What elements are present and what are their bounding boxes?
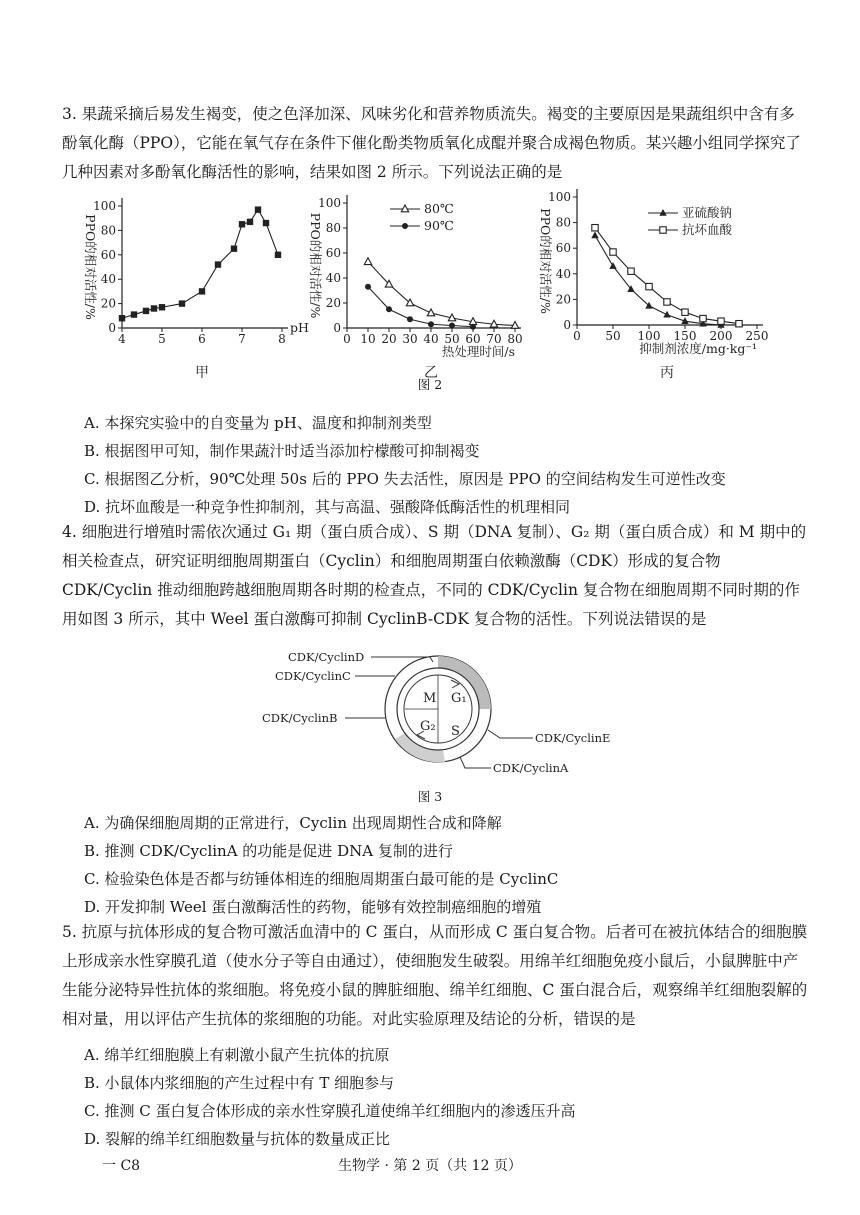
x-tick-label: 5 [158, 332, 166, 346]
q3-option-c[interactable]: C. 根据图乙分析，90℃处理 50s 后的 PPO 失去活性，原因是 PPO 的空间结构发生可逆性改变 [84, 470, 726, 488]
q5-option-a[interactable]: A. 绵羊红细胞膜上有刺激小鼠产生抗体的抗原 [84, 1046, 390, 1064]
data-point [263, 220, 269, 226]
x-tick-label: 50 [605, 329, 621, 343]
y-tick-label: 80 [555, 215, 571, 230]
x-tick-label: 100 [637, 329, 661, 343]
x-tick-label: 200 [709, 329, 733, 343]
y-tick-label: 100 [93, 199, 116, 213]
y-tick-label: 20 [100, 296, 116, 311]
question-4-stem [62, 518, 810, 634]
data-point [449, 323, 455, 329]
data-point [364, 258, 371, 265]
q3-option-a[interactable]: A. 本探究实验中的自变量为 pH、温度和抑制剂类型 [84, 414, 432, 432]
data-point [591, 231, 598, 238]
data-point [718, 318, 724, 324]
y-axis-label: PPO的相对活性/% [538, 208, 553, 314]
y-tick-label: 100 [318, 196, 341, 210]
legend-label: 亚硫酸钠 [682, 205, 733, 220]
label-cycline: CDK/CyclinE [535, 731, 611, 745]
data-point [215, 261, 221, 267]
data-point [592, 225, 598, 231]
data-point [663, 311, 670, 318]
data-point [386, 306, 392, 312]
y-tick-label: 100 [548, 190, 571, 204]
panel-label: 甲 [195, 365, 209, 381]
legend-label: 90℃ [424, 218, 454, 233]
x-axis-label: 抑制剂浓度/mg·kg⁻¹ [639, 341, 757, 356]
y-tick-label: 40 [555, 266, 571, 281]
data-point [131, 311, 137, 317]
data-point [428, 321, 434, 327]
series-line [368, 287, 473, 327]
question-3-text: 3. 果蔬采摘后易发生褐变，使之色泽加深、风味劣化和营养物质流失。褐变的主要原因是果蔬组织中含有多酚氧化酶（PPO），它能在氧气存在条件下催化酚类物质氧化成醌并聚合成褐色物质。某兴趣小组同学探究了几种因素对多酚氧化酶活性的影响，结果如图 2 所示。下列说法正确的是 [62, 105, 801, 181]
q4-option-c[interactable]: C. 检验染色体是否都与纺锤体相连的细胞周期蛋白最可能的是 CyclinC [84, 870, 559, 888]
series-line [368, 262, 515, 326]
x-tick-label: 20 [381, 332, 397, 346]
y-tick-label: 80 [100, 223, 116, 238]
data-point [682, 309, 688, 315]
y-axis-label: PPO的相对活性/% [308, 212, 323, 319]
y-tick-label: 60 [100, 247, 116, 262]
x-axis-label: 热处理时间/s [441, 344, 515, 359]
x-tick-label: 7 [238, 332, 246, 346]
data-point [365, 284, 371, 290]
data-point [199, 288, 205, 294]
panel-label: 乙 [424, 365, 438, 381]
x-tick-label: 150 [673, 329, 697, 343]
x-axis-label: pH [290, 320, 309, 335]
data-point [610, 249, 616, 255]
x-tick-label: 10 [360, 332, 376, 346]
data-point [736, 321, 742, 327]
y-tick-label: 60 [325, 246, 341, 260]
x-tick-label: 4 [118, 332, 126, 346]
footer-page: 生物学 · 第 2 页（共 12 页） [338, 1158, 522, 1174]
q5-option-c[interactable]: C. 推测 C 蛋白复合体形成的亲水性穿膜孔道使绵羊红细胞内的渗透压升高 [84, 1102, 576, 1120]
x-tick-label: 80 [507, 332, 523, 346]
data-point [427, 309, 434, 316]
y-axis-label: PPO的相对活性/% [83, 214, 98, 320]
data-point [231, 246, 237, 252]
y-tick-label: 40 [100, 272, 116, 287]
q3-option-b[interactable]: B. 根据图甲可知，制作果蔬汁时适当添加柠檬酸可抑制褐变 [84, 442, 480, 460]
chart-jia [70, 185, 315, 381]
y-tick-label: 40 [325, 271, 341, 285]
data-point [609, 262, 616, 269]
question-4-text: 4. 细胞进行增殖时需依次通过 G₁ 期（蛋白质合成）、S 期（DNA 复制）、G₂ 期（蛋白质合成）和 M 期中的相关检查点，研究证明细胞周期蛋白（Cyclin）和细胞周期蛋白依赖激酶（CDK）形成的复合物 CDK/Cyclin 推动细胞跨越细胞周期各时期的检查点，不同的 CDK/Cyclin 复合物在细胞周期不同时期的作用如图 3 所示，其中 Weel 蛋白激酶可抑制 CyclinB-CDK 复合物的活性。下列说法错误的是 [62, 523, 807, 628]
data-point [143, 308, 149, 314]
x-tick-label: 30 [402, 332, 418, 346]
figure-3-caption: 图 3 [417, 789, 443, 804]
data-point [470, 324, 476, 330]
q5-option-b[interactable]: B. 小鼠体内浆细胞的产生过程中有 T 细胞参与 [84, 1074, 395, 1092]
cell-cycle-diagram [255, 640, 635, 780]
x-tick-label: 50 [444, 332, 460, 346]
data-point [119, 315, 125, 321]
phase-m: M [423, 691, 437, 706]
panel-label: 丙 [660, 365, 674, 381]
data-point [247, 219, 253, 225]
cycle-rings [385, 656, 491, 762]
data-point [159, 304, 165, 310]
label-cyclinb: CDK/CyclinB [262, 711, 338, 725]
phase-s: S [451, 724, 460, 739]
data-point [628, 268, 634, 274]
x-tick-label: 60 [465, 332, 481, 346]
x-tick-label: 8 [278, 332, 286, 346]
y-tick-label: 20 [325, 296, 341, 310]
footer-code: 一 C8 [102, 1158, 141, 1174]
y-tick-label: 20 [555, 292, 571, 307]
series-line [595, 228, 739, 324]
data-point [255, 206, 261, 212]
data-point [275, 252, 281, 258]
question-5-stem [62, 918, 810, 1034]
chart-bing [533, 180, 818, 381]
legend-label: 抗坏血酸 [682, 222, 733, 237]
y-tick-label: 80 [325, 221, 341, 235]
x-tick-label: 0 [343, 332, 351, 346]
y-tick-label: 60 [555, 241, 571, 256]
legend-label: 80℃ [424, 201, 454, 216]
data-point [700, 315, 706, 321]
x-tick-label: 70 [486, 332, 502, 346]
phase-g1: G₁ [451, 691, 467, 706]
x-tick-label: 40 [423, 332, 439, 346]
question-3-stem [62, 100, 810, 187]
q5-option-d[interactable]: D. 裂解的绵羊红细胞数量与抗体的数量成正比 [84, 1130, 391, 1148]
legend-marker [660, 227, 666, 233]
q4-option-d[interactable]: D. 开发抑制 Weel 蛋白激酶活性的药物，能够有效控制癌细胞的增殖 [84, 898, 542, 916]
phase-g2: G₂ [420, 719, 436, 734]
y-tick-label: 0 [333, 321, 341, 335]
q4-option-b[interactable]: B. 推测 CDK/CyclinA 的功能是促进 DNA 复制的进行 [84, 842, 453, 860]
y-tick-label: 0 [563, 318, 571, 332]
x-tick-label: 6 [198, 332, 206, 346]
label-cyclind: CDK/CyclinD [288, 650, 365, 664]
question-5-text: 5. 抗原与抗体形成的复合物可激活血清中的 C 蛋白，从而形成 C 蛋白复合物。后者可在被抗体结合的细胞膜上形成亲水性穿膜孔道（使水分子等自由通过），使细胞发生破裂。用绵羊红细胞免疫小鼠后，小鼠脾脏中产生能分泌特异性抗体的浆细胞。将免疫小鼠的脾脏细胞、绵羊红细胞、C 蛋白混合后，观察绵羊红细胞裂解的相对量，用以评估产生抗体的浆细胞的功能。对此实验原理及结论的分析，错误的是 [62, 923, 808, 1028]
figure-2-caption: 图 2 [417, 377, 443, 392]
data-point [646, 283, 652, 289]
y-tick-label: 0 [108, 321, 116, 335]
x-tick-label: 250 [745, 329, 769, 343]
chart-yi [305, 183, 545, 381]
data-point [664, 299, 670, 305]
label-cyclinc: CDK/CyclinC [275, 669, 351, 683]
legend-marker [402, 223, 408, 229]
x-tick-label: 0 [573, 329, 581, 343]
data-point [179, 300, 185, 306]
data-point [239, 221, 245, 227]
series-line [122, 210, 278, 319]
legend-marker [659, 209, 666, 216]
q3-option-d[interactable]: D. 抗坏血酸是一种竞争性抑制剂，其与高温、强酸降低酶活性的机理相同 [84, 498, 571, 516]
legend-marker [401, 205, 408, 212]
q4-option-a[interactable]: A. 为确保细胞周期的正常进行，Cyclin 出现周期性合成和降解 [84, 814, 502, 832]
data-point [407, 316, 413, 322]
label-cyclina: CDK/CyclinA [493, 761, 569, 775]
data-point [151, 305, 157, 311]
